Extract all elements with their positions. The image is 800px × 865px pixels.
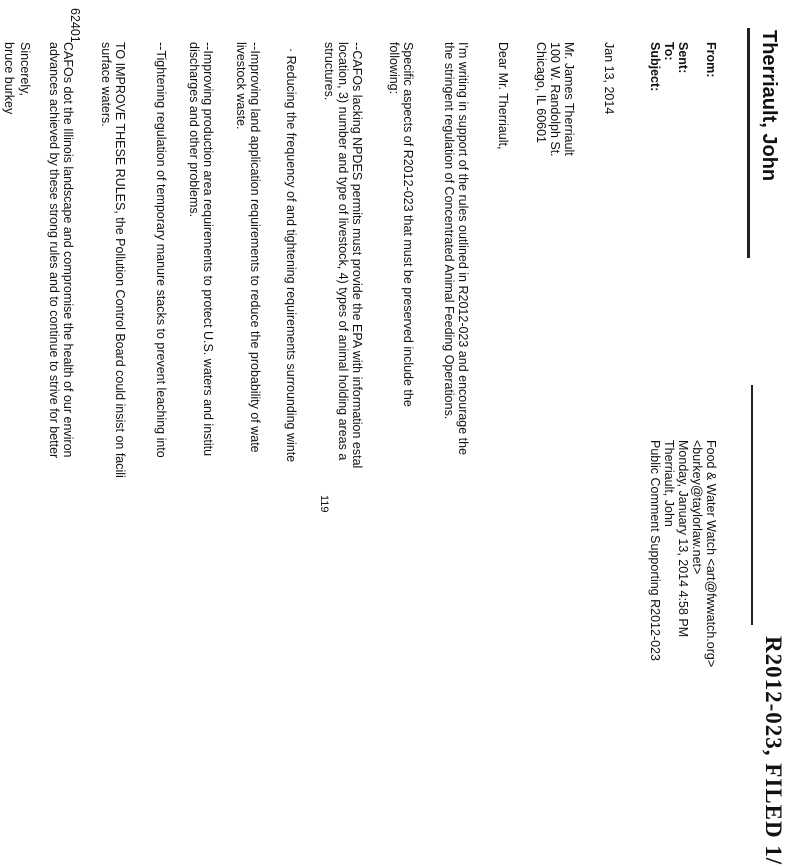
subject-label: Subject: xyxy=(648,42,662,92)
paragraph-line: CAFOs dot the Illinois landscape and compromise the health of our environ xyxy=(61,42,75,458)
header-rule xyxy=(747,28,750,258)
paragraph-line: the stringent regulation of Concentrated Animal Feeding Operations. xyxy=(442,42,456,420)
list-item-line: location, 3) number and type of livestock, 4) types of animal holding areas a xyxy=(336,42,350,461)
letter-date: Jan 13, 2014 xyxy=(602,42,616,115)
list-item-line: --Tightening regulation of temporary manure stacks to prevent leaching into xyxy=(154,42,168,458)
list-item-line: discharges and other problems. xyxy=(187,42,201,218)
signature: bruce burkey xyxy=(2,42,16,115)
to-value: Therriault, John xyxy=(662,440,676,527)
list-item-line: · Reducing the frequency of and tightening requirements surrounding winte xyxy=(284,48,298,463)
paragraph-line: TO IMPROVE THESE RULES, the Pollution Control Board could insist on facili xyxy=(113,42,127,478)
address-line: 100 W. Randolph St. xyxy=(548,42,562,157)
paragraph-line: following: xyxy=(387,42,401,95)
list-item-line: --CAFOs lacking NPDES permits must provide the EPA with information estal xyxy=(350,42,364,469)
address-line: Chicago, IL 60601 xyxy=(534,42,548,144)
stamp-underline xyxy=(751,385,753,625)
paragraph-line: advances achieved by these strong rules and to continue to strive for better xyxy=(47,42,61,459)
closing: Sincerely, xyxy=(18,42,32,96)
paragraph-line: I'm writing in support of the rules outlined in R2012-023 and encourage the xyxy=(456,42,470,456)
list-item-line: livestock waste. xyxy=(234,42,248,130)
from-label: From: xyxy=(704,42,718,78)
paragraph-line: surface waters. xyxy=(99,42,113,127)
paragraph-line: Specific aspects of R2012-023 that must be preserved include the xyxy=(401,42,415,407)
from-value: Food & Water Watch <art@fwwatch.org> xyxy=(704,440,718,668)
list-item-line: --Improving production area requirements to protect U.S. waters and institu xyxy=(201,42,215,457)
subject-value: Public Comment Supporting R2012-023 xyxy=(648,440,662,661)
list-item-line: structures. xyxy=(322,42,336,101)
filing-stamp: R2012-023, FILED 1/ xyxy=(761,636,786,865)
sender-name: Therriault, John xyxy=(758,30,780,182)
address-line: Mr. James Therriault xyxy=(562,42,576,156)
sent-value: Monday, January 13, 2014 4:58 PM xyxy=(676,440,690,638)
list-item-line: --Improving land application requirements to reduce the probability of wate xyxy=(248,42,262,453)
to-label: To: xyxy=(662,42,676,61)
sent-label: Sent: xyxy=(676,42,690,74)
salutation: Dear Mr. Therriault, xyxy=(496,42,510,150)
zip-code: 62401 xyxy=(68,8,82,43)
from-value-2: <burkey@taylorlaw.net> xyxy=(690,440,704,575)
page-number: 119 xyxy=(318,495,330,513)
